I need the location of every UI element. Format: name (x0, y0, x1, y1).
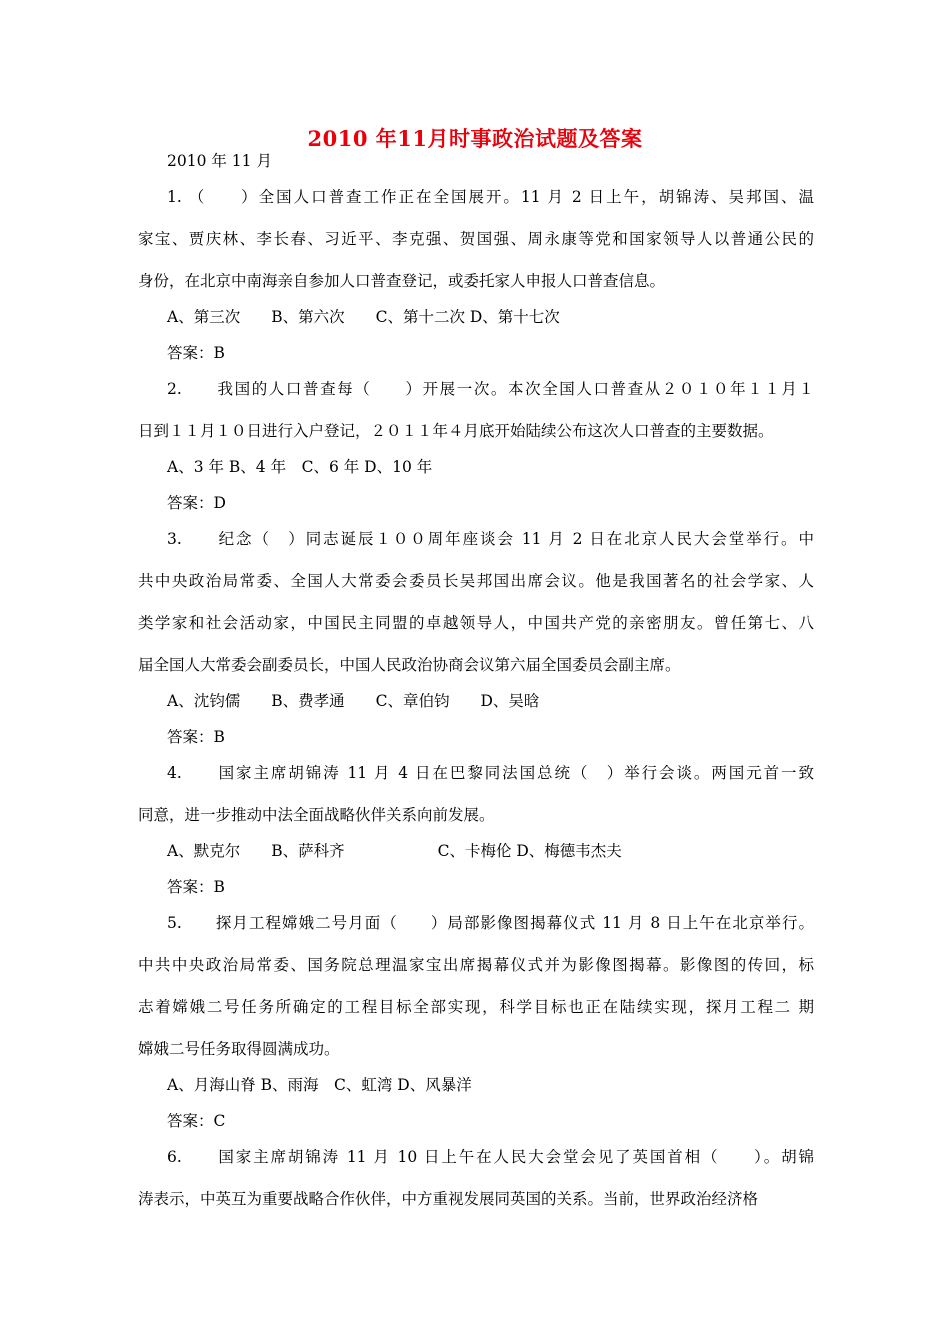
question-stem-line: 类学家和社会活动家，中国民主同盟的卓越领导人，中国共产党的亲密朋友。曾任第七、八 (138, 614, 814, 632)
question-stem-line: 届全国人大常委会副委员长，中国人民政治协商会议第六届全国委员会副主席。 (138, 656, 681, 674)
question-stem-line: 日到１１月１０日进行入户登记，２０１１年４月底开始陆续公布这次人口普查的主要数据。 (138, 422, 774, 440)
question-stem-line: 嫦娥二号任务取得圆满成功。 (138, 1040, 340, 1058)
question-answer: 答案：D (167, 494, 226, 512)
question-stem-line: 4. 国家主席胡锦涛 11 月 4 日在巴黎同法国总统（ ）举行会谈。两国元首一致 (167, 764, 814, 782)
question-stem-line: 志着嫦娥二号任务所确定的工程目标全部实现，科学目标也正在陆续实现，探月工程二 期 (138, 998, 814, 1016)
question-stem-line: 6. 国家主席胡锦涛 11 月 10 日上午在人民大会堂会见了英国首相（ ）。胡锦 (167, 1148, 814, 1166)
document-title: 2010 年11月时事政治试题及答案 (307, 126, 643, 151)
question-stem-line: 5. 探月工程嫦娥二号月面（ ）局部影像图揭幕仪式 11 月 8 日上午在北京举行。 (167, 914, 814, 932)
question-stem-line: 涛表示，中英互为重要战略合作伙伴，中方重视发展同英国的关系。当前，世界政治经济格 (138, 1190, 759, 1208)
question-stem-line: 中共中央政治局常委、国务院总理温家宝出席揭幕仪式并为影像图揭幕。影像图的传回，标 (138, 956, 814, 974)
question-answer: 答案：B (167, 878, 225, 896)
question-answer: 答案：C (167, 1112, 226, 1130)
question-stem-line: 同意，进一步推动中法全面战略伙伴关系向前发展。 (138, 806, 495, 824)
question-options: A、默克尔 B、萨科齐 C、卡梅伦 D、梅德韦杰夫 (167, 842, 622, 860)
question-options: A、月海山脊 B、雨海 C、虹湾 D、风暴洋 (167, 1076, 472, 1094)
question-answer: 答案：B (167, 344, 225, 362)
date-line: 2010 年 11 月 (167, 152, 272, 170)
question-stem-line: 身份，在北京中南海亲自参加人口普查登记，或委托家人申报人口普查信息。 (138, 272, 666, 290)
question-stem-line: 家宝、贾庆林、李长春、习近平、李克强、贺国强、周永康等党和国家领导人以普通公民的 (138, 230, 814, 248)
question-options: A、3 年 B、4 年 C、6 年 D、10 年 (167, 458, 433, 476)
question-answer: 答案：B (167, 728, 225, 746)
question-options: A、沈钧儒 B、费孝通 C、章伯钧 D、吴晗 (167, 692, 540, 710)
question-stem-line: 3. 纪念（ ）同志诞辰１００周年座谈会 11 月 2 日在北京人民大会堂举行。中 (167, 530, 814, 548)
question-stem-line: 1. （ ）全国人口普查工作正在全国展开。11 月 2 日上午，胡锦涛、吴邦国、温 (167, 188, 814, 206)
question-options: A、第三次 B、第六次 C、第十二次 D、第十七次 (167, 308, 560, 326)
question-stem-line: 共中央政治局常委、全国人大常委会委员长吴邦国出席会议。他是我国著名的社会学家、人 (138, 572, 814, 590)
question-stem-line: 2. 我国的人口普查每（ ）开展一次。本次全国人口普查从２０１０年１１月１ (167, 380, 814, 398)
